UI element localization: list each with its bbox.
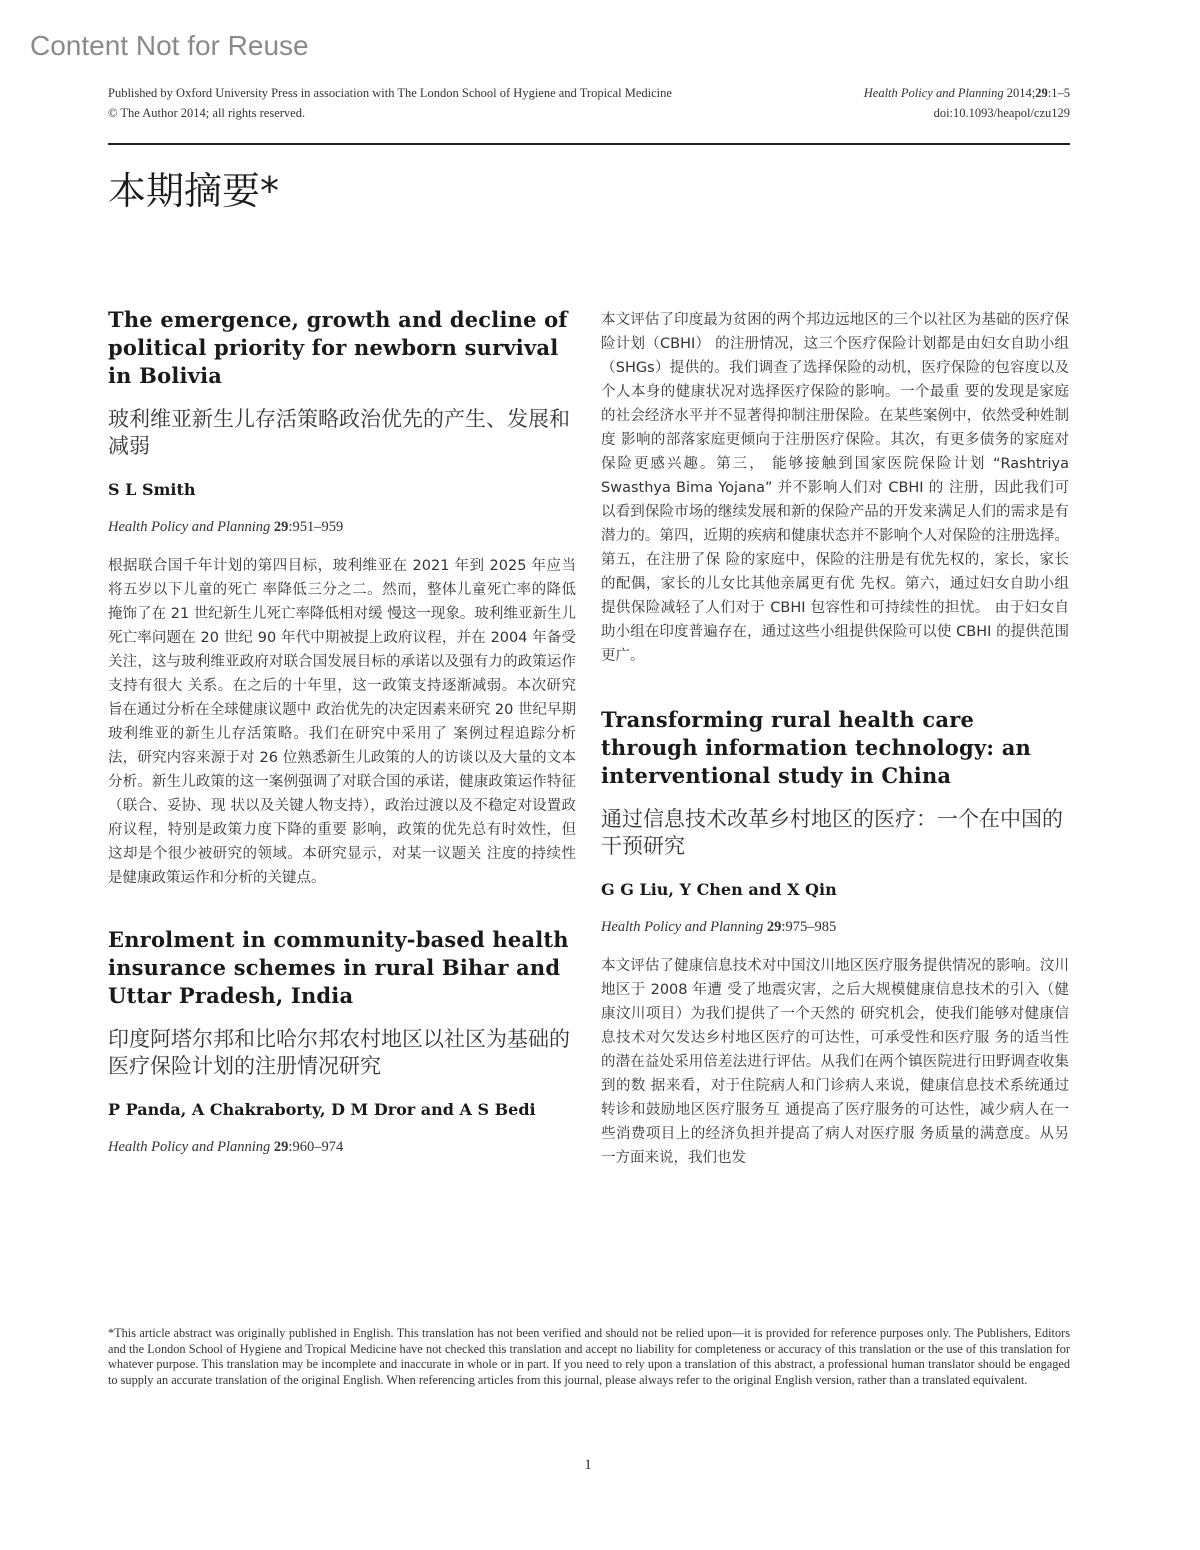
article-title-en[interactable]: Transforming rural health care through information technology: an interventional study in China	[601, 707, 1032, 788]
citation-journal: Health Policy and Planning	[601, 919, 764, 935]
article-abstract: 根据联合国千年计划的第四目标，玻利维亚在 2021 年到 2025 年应当将五岁以下儿童的死亡 率降低三分之二。然而，整体儿童死亡率的降低掩饰了在 21 世纪新生儿死亡率降低相对缓 慢这一现象。玻利维亚新生儿死亡率问题在 20 世纪 90 年代中期被提上政府议程，并在 2004 年备受关注，这与玻利维亚政府对联合国发展目标的承诺以及强有力的政策运作支持有很大 关系。在之后的十年里，这一政策支持逐渐减弱。本次研究旨在通过分析在全球健康议题中 政治优先的决定因素来研究 20 世纪早期玻利维亚的新生儿存活策略。我们在研究中采用了 案例过程追踪分析法，研究内容来源于对 26 位熟悉新生儿政策的人的访谈以及大量的文本 分析。新生儿政策的这一案例强调了对联合国的承诺，健康政策运作特征（联合、妥协、现 状以及关键人物支持），政治过渡以及不稳定对设置政府议程，特别是政策力度下降的重要 影响，政策的优先总有时效性，但这却是个很少被研究的领域。本研究显示，对某一议题关 注度的持续性是健康政策运作和分析的关键点。	[108, 558, 576, 886]
article-1	[108, 306, 576, 890]
citation-pages: :975–985	[781, 919, 837, 935]
article-title-zh: 通过信息技术改革乡村地区的医疗：一个在中国的干预研究	[601, 807, 1063, 858]
citation-journal: Health Policy and Planning	[108, 519, 271, 535]
page-number: 1	[584, 1457, 592, 1473]
watermark: Content Not for Reuse	[30, 30, 309, 61]
copyright-line: © The Author 2014; all rights reserved.	[108, 106, 306, 120]
article-3	[601, 706, 1069, 1170]
journal-info	[864, 83, 1070, 123]
citation-journal: Health Policy and Planning	[108, 1139, 271, 1155]
journal-citation	[864, 83, 1070, 103]
doi[interactable]: doi:10.1093/heapol/czu129	[933, 106, 1070, 120]
right-column	[601, 308, 1069, 1206]
publisher-line: Published by Oxford University Press in association with The London School of Hygiene and Tropical Medicine	[108, 86, 672, 100]
citation-volume: 29	[273, 519, 289, 535]
article-title-zh: 玻利维亚新生儿存活策略政治优先的产生、发展和减弱	[108, 407, 570, 458]
article-title-en[interactable]: The emergence, growth and decline of political priority for newborn survival in Bolivia	[108, 307, 568, 388]
journal-name: Health Policy and Planning	[863, 86, 1004, 100]
journal-pages: :1–5	[1047, 86, 1070, 100]
header-rule	[108, 143, 1070, 145]
article-citation	[108, 1139, 576, 1156]
article-citation	[601, 919, 1069, 936]
article-authors: P Panda, A Chakraborty, D M Dror and A S Bedi	[108, 1100, 536, 1119]
article-citation	[108, 519, 576, 536]
publisher-info	[108, 83, 808, 123]
journal-year: 2014;	[1006, 86, 1036, 100]
citation-volume: 29	[766, 919, 782, 935]
citation-pages: :951–959	[288, 519, 344, 535]
article-title-zh: 印度阿塔尔邦和比哈尔邦农村地区以社区为基础的医疗保险计划的注册情况研究	[108, 1027, 570, 1078]
article-2	[108, 926, 576, 1156]
journal-volume: 29	[1035, 86, 1048, 100]
page-title: 本期摘要*	[108, 169, 280, 213]
article-abstract: 本文评估了健康信息技术对中国汶川地区医疗服务提供情况的影响。汶川地区于 2008 年遭 受了地震灾害，之后大规模健康信息技术的引入（健康汶川项目）为我们提供了一个天然的 研究机会，使我们能够对健康信息技术对欠发达乡村地区医疗的可达性，可承受性和医疗服 务的适当性的潜在益处采用倍差法进行评估。从我们在两个镇医院进行田野调查收集到的数 据来看，对于住院病人和门诊病人来说，健康信息技术系统通过转诊和鼓励地区医疗服务互 通提高了医疗服务的可达性，减少病人在一些消费项目上的经济负担并提高了病人对医疗服 务质量的满意度。从另一方面来说，我们也发	[601, 958, 1069, 1166]
citation-pages: :960–974	[288, 1139, 344, 1155]
translation-disclaimer: *This article abstract was originally published in English. This translation has not been verified and should not be relied upon—it is provided for reference purposes only. The Publishers, Editors and the London School of Hygiene and Tropical Medicine have not checked this translation and accept no liability for completeness or accuracy of this translation or the use of this translation for whatever purpose. This translation may be incomplete and inaccurate in whole or in part. If you need to rely upon a translation of this abstract, a professional human translator should be engaged to supply an accurate translation of the original English. When referencing articles from this journal, please always refer to the original English version, rather than a translated equivalent.	[108, 1326, 1070, 1387]
article-authors: S L Smith	[108, 480, 196, 499]
left-column	[108, 306, 576, 1192]
citation-volume: 29	[273, 1139, 289, 1155]
article-abstract-continued: 本文评估了印度最为贫困的两个邦边远地区的三个以社区为基础的医疗保险计划（CBHI） 的注册情况，这三个医疗保险计划都是由妇女自助小组（SHGs）提供的。我们调查了选择保险的动机，医疗保险的包容度以及个人本身的健康状况对选择医疗保险的影响。一个最重 要的发现是家庭的社会经济水平并不显著得抑制注册保险。在某些案例中，依然受种姓制度 影响的部落家庭更倾向于注册医疗保险。其次，有更多债务的家庭对保险更感兴趣。第三， 能够接触到国家医院保险计划 “Rashtriya Swasthya Bima Yojana” 并不影响人们对 CBHI 的 注册，因此我们可以看到保险市场的继续发展和新的保险产品的开发来满足人们的需求是有 潜力的。第四，近期的疾病和健康状态并不影响个人对保险的注册选择。第五，在注册了保 险的家庭中，保险的注册是有优先权的，家长，家长的配偶，家长的儿女比其他亲属更有优 先权。第六，通过妇女自助小组提供保险减轻了人们对于 CBHI 包容性和可持续性的担忧。 由于妇女自助小组在印度普遍存在，通过这些小组提供保险可以使 CBHI 的提供范围更广。	[601, 312, 1069, 664]
article-title-en[interactable]: Enrolment in community-based health insurance schemes in rural Bihar and Uttar Pradesh, India	[108, 927, 569, 1008]
article-authors: G G Liu, Y Chen and X Qin	[601, 880, 837, 899]
